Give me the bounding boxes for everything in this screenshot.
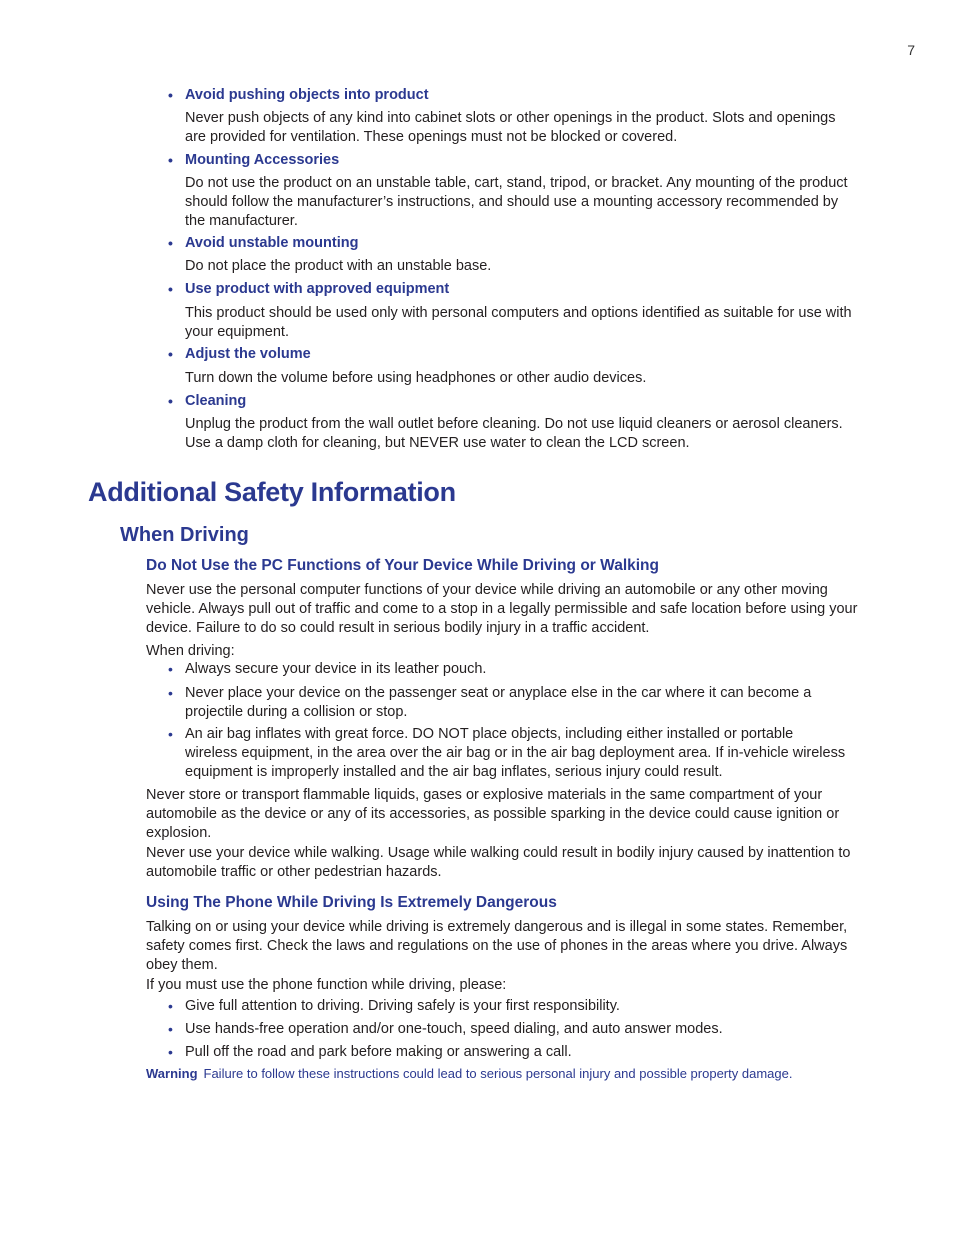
bullet-icon: •	[168, 235, 173, 251]
text-line: automobile traffic or other pedestrian hazards.	[146, 864, 442, 880]
text-line: safety comes first. Check the laws and regulations on the use of phones in the areas where you drive. Always	[146, 938, 848, 954]
bullet-icon: •	[168, 998, 173, 1014]
item-text	[185, 109, 836, 147]
item-title: Mounting Accessories	[185, 152, 340, 168]
bullet-icon: •	[168, 281, 173, 297]
text-line: Never use your device while walking. Usage while walking could result in bodily injury caused by inattention to	[146, 845, 851, 861]
text-line: Use hands-free operation and/or one-touch, speed dialing, and auto answer modes.	[185, 1021, 723, 1037]
item-title: Use product with approved equipment	[185, 281, 450, 297]
text-line: Talking on or using your device while driving is extremely dangerous and is illegal in some states. Remember,	[146, 919, 848, 935]
text-line: Always secure your device in its leather pouch.	[185, 661, 487, 677]
bullet-icon: •	[168, 1021, 173, 1037]
bullet-icon: •	[168, 1044, 173, 1060]
bullet-icon: •	[168, 661, 173, 677]
section-title: Additional Safety Information	[88, 477, 456, 507]
item-title: Avoid unstable mounting	[185, 235, 359, 251]
text-line: should follow the manufacturer’s instructions, and should use a mounting accessory recommended by	[185, 194, 839, 210]
text-line: Turn down the volume before using headphones or other audio devices.	[185, 370, 647, 386]
text-line: Use a damp cloth for cleaning, but NEVER use water to clean the LCD screen.	[185, 435, 690, 451]
item-text	[185, 174, 848, 231]
pc-functions-paragraph	[146, 581, 857, 638]
text-line: automobile as the device or any of its accessories, as possible sparking in the device could cause ignition or	[146, 806, 840, 822]
text-line: wireless equipment, in the area over the air bag or in the air bag deployment area. If in-vehicle wireless	[185, 745, 846, 761]
item-title: Adjust the volume	[185, 346, 311, 362]
text-line: Never store or transport flammable liquids, gases or explosive materials in the same compartment of your	[146, 787, 823, 803]
item-text	[185, 304, 852, 342]
text-line: Never place your device on the passenger seat or anyplace else in the car where it can become a	[185, 685, 812, 701]
text-line: explosion.	[146, 825, 212, 841]
flammables-paragraph	[146, 786, 839, 843]
text-line: projectile during a collision or stop.	[185, 704, 408, 720]
bullet-icon: •	[168, 726, 173, 742]
item-title: Avoid pushing objects into product	[185, 87, 429, 103]
bullet-icon: •	[168, 346, 173, 362]
item-title: Cleaning	[185, 393, 247, 409]
text-line: An air bag inflates with great force. DO NOT place objects, including either installed or portable	[185, 726, 794, 742]
text-line: Do not use the product on an unstable table, cart, stand, tripod, or bracket. Any mounting of the product	[185, 175, 848, 191]
text-line: Never push objects of any kind into cabinet slots or other openings in the product. Slots and openings	[185, 110, 836, 126]
warning-text: Failure to follow these instructions could lead to serious personal injury and possible property damage.	[203, 1066, 793, 1081]
list-item	[185, 997, 620, 1016]
bullet-icon: •	[168, 152, 173, 168]
text-line: device. Failure to do so could result in serious bodily injury in a traffic accident.	[146, 620, 650, 636]
subsection-title: When Driving	[120, 524, 249, 546]
when-driving-intro: When driving:	[146, 643, 235, 659]
phone-driving-paragraph	[146, 918, 847, 975]
warning-note	[146, 1066, 792, 1081]
text-line: Unplug the product from the wall outlet before cleaning. Do not use liquid cleaners or aerosol cleaners.	[185, 416, 843, 432]
walking-paragraph	[146, 844, 850, 882]
warning-label: Warning	[146, 1066, 198, 1081]
bullet-icon: •	[168, 87, 173, 103]
phone-driving-intro: If you must use the phone function while driving, please:	[146, 977, 507, 993]
phone-driving-heading: Using The Phone While Driving Is Extremely Dangerous	[146, 894, 557, 911]
item-text	[185, 369, 646, 388]
list-item	[185, 660, 486, 679]
item-text	[185, 415, 843, 453]
text-line: vehicle. Always pull out of traffic and come to a stop in a legally permissible and safe location before using your	[146, 601, 858, 617]
pc-functions-heading: Do Not Use the PC Functions of Your Device While Driving or Walking	[146, 557, 659, 574]
page-number: 7	[907, 42, 915, 58]
text-line: obey them.	[146, 957, 218, 973]
list-item	[185, 725, 845, 782]
text-line: Give full attention to driving. Driving safely is your first responsibility.	[185, 998, 620, 1014]
text-line: your equipment.	[185, 324, 289, 340]
text-line: the manufacturer.	[185, 213, 298, 229]
text-line: equipment is improperly installed and the air bag inflates, serious injury could result.	[185, 764, 723, 780]
item-text	[185, 257, 491, 276]
list-item	[185, 684, 811, 722]
list-item	[185, 1020, 723, 1039]
text-line: Pull off the road and park before making or answering a call.	[185, 1044, 572, 1060]
list-item	[185, 1043, 572, 1062]
text-line: Never use the personal computer functions of your device while driving an automobile or any other moving	[146, 582, 828, 598]
text-line: Do not place the product with an unstable base.	[185, 258, 492, 274]
bullet-icon: •	[168, 685, 173, 701]
text-line: This product should be used only with personal computers and options identified as suitable for use with	[185, 305, 852, 321]
text-line: are provided for ventilation. These openings must not be blocked or covered.	[185, 129, 678, 145]
bullet-icon: •	[168, 393, 173, 409]
